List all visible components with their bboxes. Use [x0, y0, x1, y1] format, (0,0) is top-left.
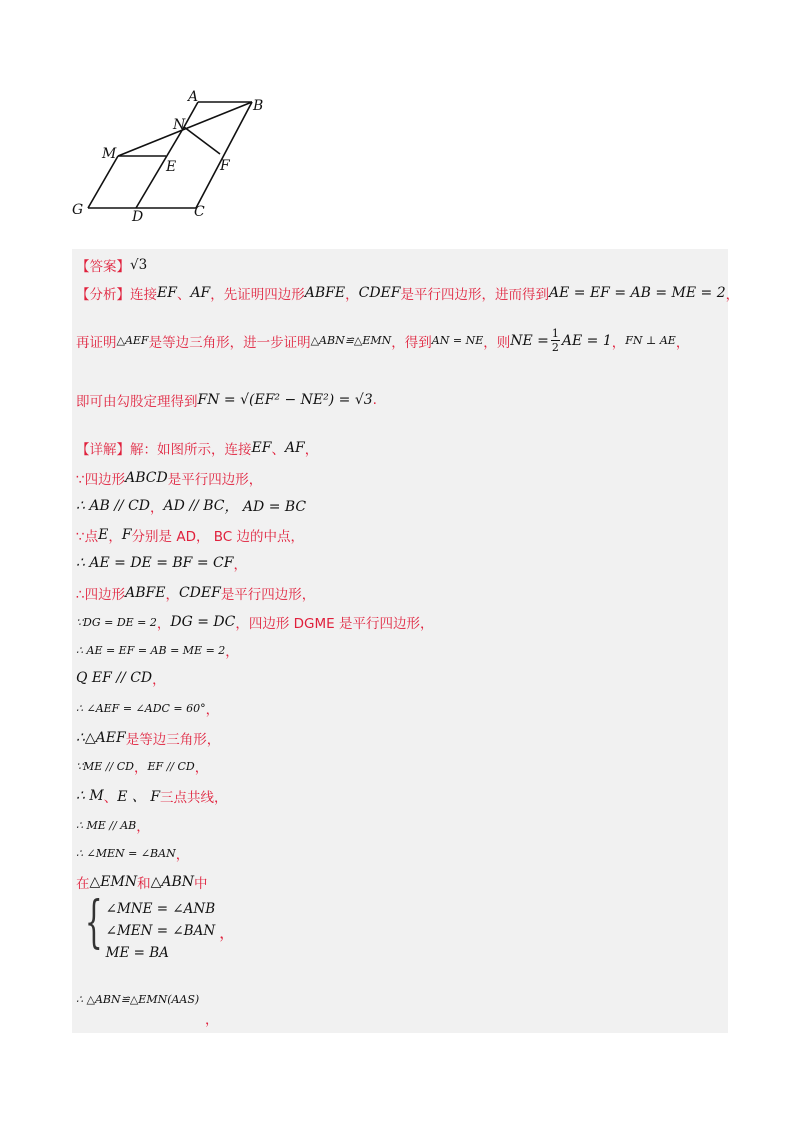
- math-ef: EF: [251, 440, 272, 456]
- math-expression: △ABN: [150, 874, 194, 890]
- analysis-text: 再证明: [76, 334, 117, 351]
- detail-line-9: [76, 698, 219, 718]
- brace-symbol: {: [84, 890, 103, 955]
- detail-line-11: [76, 756, 208, 776]
- math-ae-1: AE = 1: [561, 332, 612, 349]
- detail-text: 和: [137, 876, 151, 892]
- detail-line-2: [76, 496, 306, 516]
- math-equality: AE = EF = AB = ME = 2: [548, 285, 726, 301]
- detail-text: ，: [304, 442, 319, 458]
- detail-text: ∵点: [76, 529, 99, 545]
- answer-line: [76, 255, 147, 275]
- math-expression: E 、 F: [117, 789, 161, 805]
- detail-line-3: [76, 525, 304, 545]
- detail-text: ，: [233, 557, 247, 573]
- detail-text: ，: [219, 922, 236, 942]
- math-af: AF: [284, 440, 305, 456]
- detail-line-12: [76, 786, 228, 806]
- detail-text: ，: [205, 702, 220, 718]
- math-expression: ∴ AE = EF = AB = ME = 2: [76, 643, 226, 657]
- label-B: B: [253, 98, 264, 114]
- detail-text: ，: [152, 672, 166, 688]
- detail-text: 是平行四边形，: [220, 587, 316, 603]
- detail-tag: 【详解】: [76, 442, 130, 458]
- detail-line-8: [76, 668, 166, 688]
- label-G: G: [72, 202, 84, 218]
- math-expression: Q EF // CD: [76, 670, 153, 686]
- label-E: E: [166, 159, 177, 175]
- math-expression: ， AD = BC: [224, 499, 307, 515]
- math-cdef: CDEF: [358, 285, 401, 301]
- math-expression: △EMN: [89, 874, 138, 890]
- math-expression: ∴ ∠MEN = ∠BAN: [76, 846, 176, 860]
- analysis-text: ，: [725, 287, 740, 303]
- math-triangle-aef: △AEF: [116, 334, 149, 347]
- analysis-text: ，则: [483, 334, 511, 351]
- analysis-line-1: [76, 283, 739, 303]
- math-expression: ∴△AEF: [76, 730, 126, 746]
- analysis-text: 是平行四边形，进而得到: [400, 287, 549, 303]
- analysis-text: 、: [176, 287, 191, 303]
- math-ef: EF: [157, 285, 177, 301]
- detail-line-4: [76, 553, 247, 573]
- system-equations: [106, 901, 216, 961]
- math-expression: ABCD: [125, 470, 168, 486]
- detail-text: ∵四边形: [76, 472, 126, 488]
- label-N: N: [173, 117, 186, 133]
- analysis-text: ，: [675, 334, 690, 351]
- detail-text: 三点共线，: [160, 790, 228, 806]
- detail-text: 在: [76, 876, 90, 892]
- detail-text: 解：如图所示，连接: [130, 442, 252, 458]
- detail-text: ，: [133, 760, 148, 776]
- math-expression: ∵ME // CD: [76, 759, 134, 773]
- answer-tag: 【答案】: [76, 259, 130, 275]
- analysis-text: ，得到: [391, 334, 432, 351]
- detail-text: ，: [165, 587, 179, 603]
- geometry-figure: [66, 90, 276, 230]
- analysis-line-3: [76, 390, 377, 410]
- math-conclusion: ∴ △ABN≌△EMN(AAS): [76, 993, 200, 1006]
- detail-text: 、: [103, 790, 118, 806]
- math-expression: DG = DC: [170, 614, 236, 630]
- system-equation: ∠MEN = ∠BAN: [105, 923, 216, 939]
- detail-line-0: [76, 438, 318, 458]
- system-equation: ME = BA: [105, 945, 169, 961]
- detail-text: ，: [175, 847, 190, 863]
- analysis-text: 是等边三角形，进一步证明: [148, 334, 311, 351]
- detail-text: ，: [108, 529, 122, 545]
- detail-text: ，: [150, 500, 164, 516]
- label-A: A: [188, 90, 199, 105]
- detail-text: ，: [194, 760, 209, 776]
- label-F: F: [220, 158, 230, 174]
- math-expression: ∴ AE = DE = BF = CF: [76, 555, 234, 571]
- math-expression: CDEF: [178, 585, 221, 601]
- detail-text: ，: [156, 616, 171, 632]
- equation-system: [76, 890, 236, 961]
- math-abfe: ABFE: [304, 285, 346, 301]
- detail-line-5: [76, 583, 315, 603]
- analysis-text: 即可由勾股定理得到: [76, 394, 198, 410]
- detail-text: 是等边三角形，: [125, 732, 221, 748]
- detail-text: ∴四边形: [76, 587, 126, 603]
- detail-line-10: [76, 728, 220, 748]
- analysis-text: .: [372, 392, 377, 408]
- label-C: C: [194, 204, 205, 220]
- math-expression: E: [98, 527, 109, 543]
- detail-line-6: [76, 612, 433, 632]
- analysis-text: ，先证明四边形: [210, 287, 305, 303]
- math-ne: NE =: [510, 332, 549, 349]
- system-equation: ∠MNE = ∠ANB: [105, 901, 216, 917]
- detail-line-15: [76, 872, 208, 892]
- analysis-tag: 【分析】: [76, 287, 130, 303]
- math-expression: ∴ ∠AEF = ∠ADC = 60°: [76, 701, 206, 715]
- math-expression: ∴ ME // AB: [76, 818, 137, 832]
- detail-text: 、: [271, 442, 285, 458]
- math-perpendicular: FN ⊥ AE: [625, 334, 676, 347]
- math-expression: ∴ AB // CD: [76, 498, 151, 514]
- detail-text: 是平行四边形，: [167, 472, 263, 488]
- math-an-ne: AN = NE: [431, 334, 484, 347]
- math-af: AF: [190, 285, 211, 301]
- math-expression: F: [121, 527, 132, 543]
- analysis-line-2: [76, 328, 689, 353]
- detail-line-1: [76, 468, 262, 488]
- analysis-text: ，: [345, 287, 359, 303]
- math-expression: ∵DG = DE = 2: [76, 615, 157, 629]
- conclusion-line: [76, 993, 199, 1006]
- detail-line-13: [76, 815, 150, 835]
- label-M: M: [102, 146, 117, 162]
- math-expression: ABFE: [125, 585, 166, 601]
- detail-text: ，: [225, 644, 239, 660]
- math-expression: AD // BC: [163, 498, 225, 514]
- math-expression: ∴ M: [76, 788, 104, 804]
- detail-text: 分别是 AD， BC 边的中点，: [131, 529, 305, 545]
- detail-text: ，四边形 DGME 是平行四边形，: [235, 616, 434, 632]
- answer-value: √3: [130, 257, 148, 273]
- math-pythagoras: FN = √(EF² − NE²) = √3: [197, 392, 373, 408]
- math-congruence: △ABN≌△EMN: [310, 334, 392, 347]
- fraction-half: [551, 328, 560, 353]
- detail-line-7: [76, 640, 239, 660]
- analysis-text: 连接: [130, 287, 157, 303]
- fraction-denominator: 2: [551, 341, 559, 354]
- detail-text: 中: [194, 876, 208, 892]
- analysis-text: ，: [611, 334, 626, 351]
- conclusion-comma-line: [205, 1008, 219, 1028]
- label-D: D: [132, 209, 144, 225]
- math-expression: EF // CD: [147, 759, 195, 773]
- fraction-numerator: 1: [551, 327, 559, 340]
- detail-line-14: [76, 843, 189, 863]
- detail-text: ，: [205, 1012, 219, 1028]
- detail-text: ，: [136, 819, 150, 835]
